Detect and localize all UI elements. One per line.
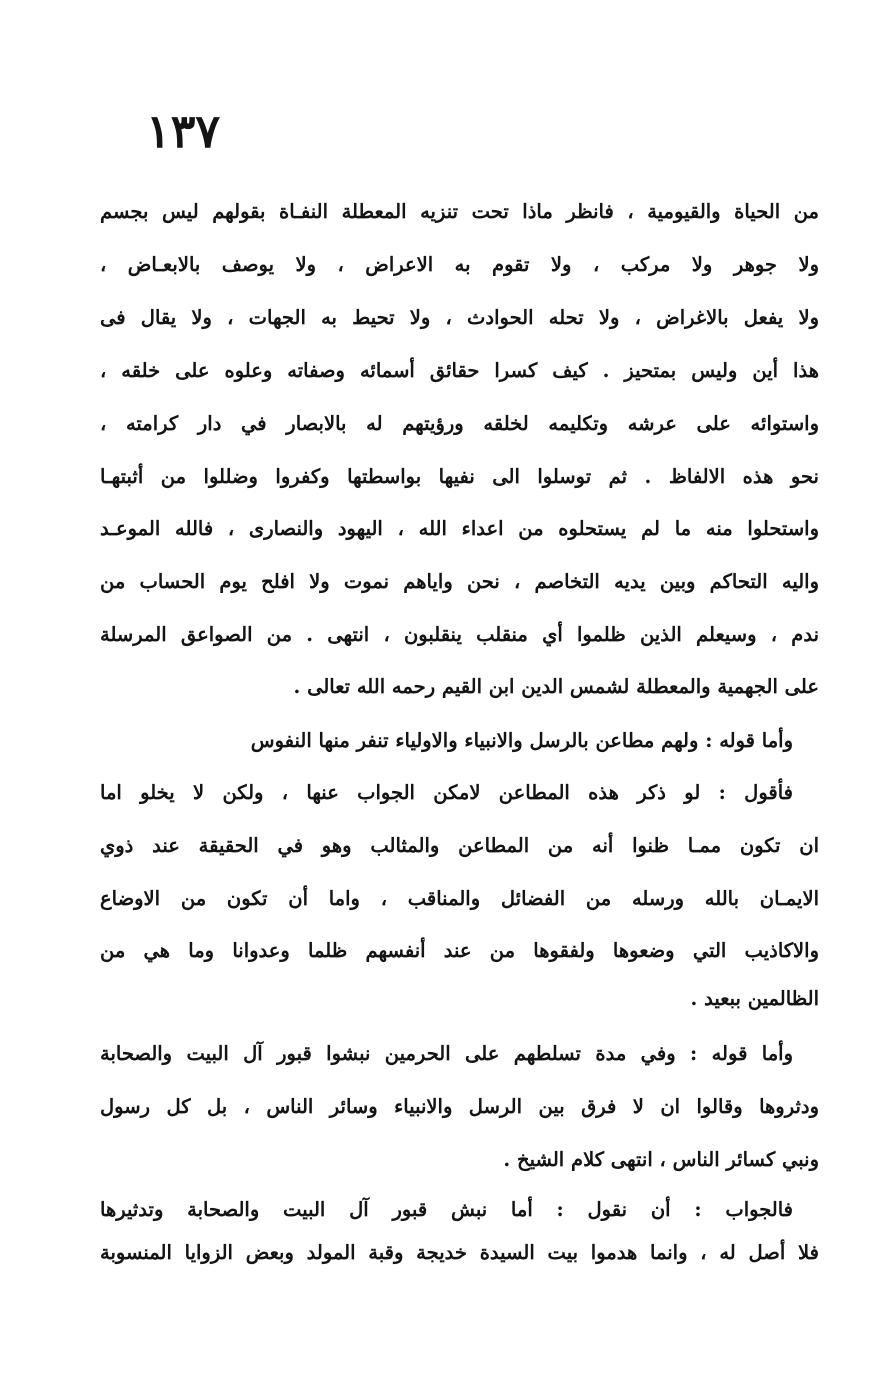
text-line: فأقول : لو ذكر هذه المطاعن لامكن الجواب عنها ، ولكن لا يخلو اما	[100, 781, 793, 804]
page-number: ١٣٧	[146, 104, 221, 158]
text-line: والاكاذيب التي وضعوها ولفقوها من عند أنفسهم ظلما وعدوانا وما هي من	[100, 939, 819, 962]
text-line: نحو هذه الالفاظ . ثم توسلوا الى نفيها بواسطتها وكفروا وضللوا من أثبتهـا	[100, 465, 819, 488]
text-line: واليه التحاكم وبين يديه التخاصم ، نحن واياهم نموت ولا افلح يوم الحساب من	[100, 570, 819, 593]
text-line: ولا يفعل بالاغراض ، ولا تحله الحوادث ، ولا تحيط به الجهات ، ولا يقال فى	[100, 306, 819, 329]
text-line: فلا أصل له ، وانما هدموا بيت السيدة خديجة وقبة المولد وبعض الزوايا المنسوبة	[100, 1241, 819, 1264]
text-line: ودثروها وقالوا ان لا فرق بين الرسل والانبياء وسائر الناس ، بل كل رسول	[100, 1095, 819, 1118]
text-line: واستحلوا منه ما لم يستحلوه من اعداء الله ، اليهود والنصارى ، فالله الموعـد	[100, 517, 819, 540]
text-line: الايمـان بالله ورسله من الفضائل والمناقب ، واما أن تكون من الاوضاع	[100, 887, 819, 910]
text-line: ونبي كسائر الناس ، انتهى كلام الشيخ .	[503, 1148, 819, 1171]
text-line: ان تكون ممـا ظنوا أنه من المطاعن والمثالب وهو في الحقيقة عند ذوي	[100, 834, 819, 857]
text-line: ندم ، وسيعلم الذين ظلموا أي منقلب ينقلبون ، انتهى . من الصواعق المرسلة	[100, 623, 819, 646]
text-line: الظالمين ببعيد .	[690, 987, 819, 1010]
text-line: وأما قوله : وفي مدة تسلطهم على الحرمين نبشوا قبور آل البيت والصحابة	[100, 1042, 793, 1065]
text-line: على الجهمية والمعطلة لشمس الدين ابن القيم رحمه الله تعالى .	[293, 675, 819, 698]
text-line: هذا أين وليس بمتحيز . كيف كسرا حقائق أسمائه وصفاته وعلوه على خلقه ،	[100, 359, 819, 382]
text-line: وأما قوله : ولهم مطاعن بالرسل والانبياء والاولياء تنفر منها النفوس	[250, 729, 793, 752]
text-line: فالجواب : أن نقول : أما نبش قبور آل البيت والصحابة وتدثيرها	[100, 1198, 793, 1221]
text-line: ولا جوهر ولا مركب ، ولا تقوم به الاعراض ، ولا يوصف بالابعـاض ،	[100, 253, 819, 276]
text-line: من الحياة والقيومية ، فانظر ماذا تحت تنزيه المعطلة النفـاة بقولهم ليس بجسم	[100, 200, 819, 223]
text-line: واستوائه على عرشه وتكليمه لخلقه ورؤيتهم له بالابصار في دار كرامته ،	[100, 412, 819, 435]
